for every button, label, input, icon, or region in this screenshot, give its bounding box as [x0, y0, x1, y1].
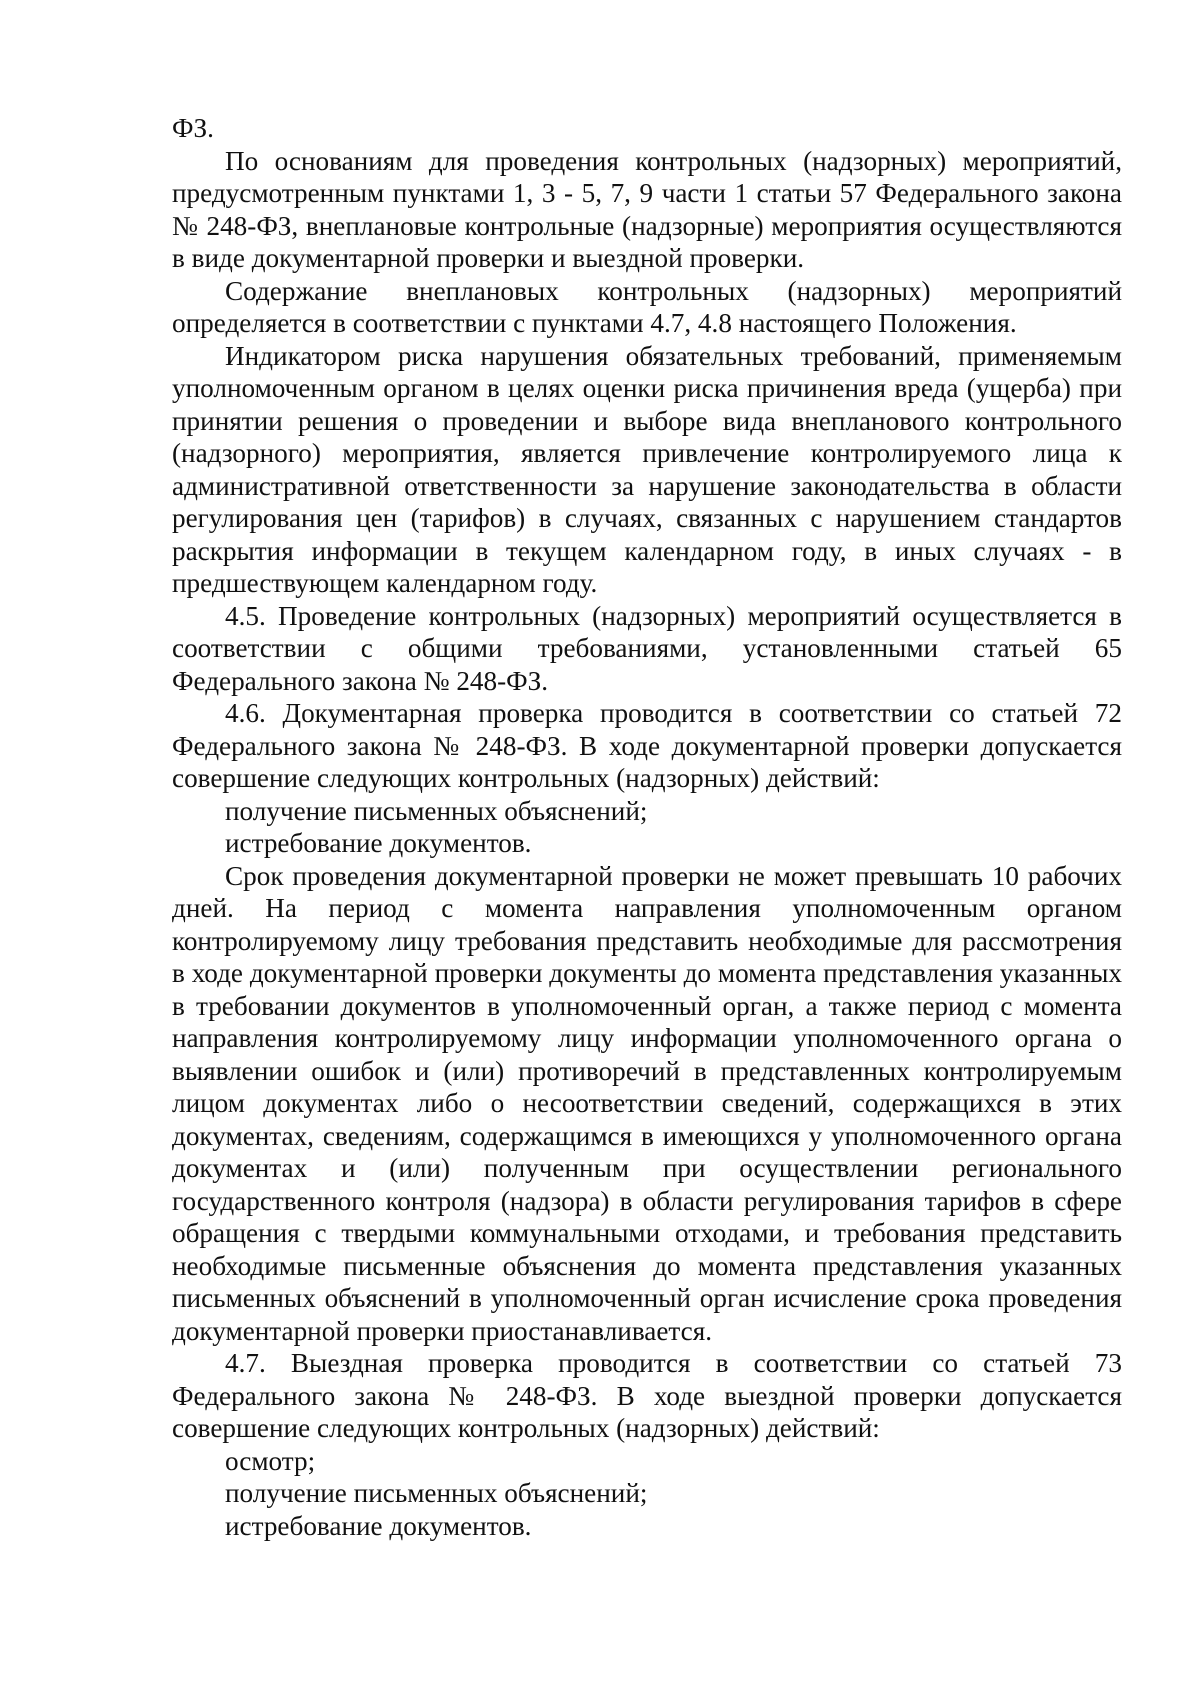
paragraph-continuation: ФЗ. [172, 113, 214, 143]
paragraph-unscheduled-grounds: По основаниям для проведения контрольных (надзорных) мероприятий, предусмотренным пунктами 1, 3 - 5, 7, 9 части 1 статьи 57 Федерального закона № 248-ФЗ, внеплановые контрольные (надзорные) мероприятия осуществляются в виде документарной проверки и выездной проверки. [172, 145, 1122, 273]
document-page [172, 112, 1122, 1542]
paragraph-unscheduled-content: Содержание внеплановых контрольных (надзорных) мероприятий определяется в соответствии с пунктами 4.7, 4.8 настоящего Положения. [172, 275, 1122, 338]
paragraph-4-6: 4.6. Документарная проверка проводится в соответствии со статьей 72 Федерального закона № 248-ФЗ. В ходе документарной проверки допускается совершение следующих контрольных (надзорных) действий: [172, 698, 1122, 793]
list-item: истребование документов. [225, 1510, 532, 1541]
paragraph-inspection-term: Срок проведения документарной проверки не может превышать 10 рабочих дней. На период с момента направления уполномоченным органом контролируемому лицу требования представить необходимые для рассмотрения в ходе документарной проверки документы до момента представления указанных в требовании документов в уполномоченный орган, а также период с момента направления контролируемому лицу информации уполномоченного органа о выявлении ошибок и (или) противоречий в представленных контролируемым лицом документах либо о несоответствии сведений, содержащихся в этих документах, сведениям, содержащимся в имеющихся у уполномоченного органа документах и (или) полученным при осуществлении регионального государственного контроля (надзора) в области регулирования тарифов в сфере обращения с твердыми коммунальными отходами, и требования представить необходимые письменные объяснения до момента представления указанных письменных объяснений в уполномоченный орган исчисление срока проведения документарной проверки приостанавливается. [172, 860, 1122, 1346]
list-item: получение письменных объяснений; [225, 1478, 648, 1508]
paragraph-risk-indicator: Индикатором риска нарушения обязательных требований, применяемым уполномоченным органом в целях оценки риска причинения вреда (ущерба) при принятии решения о проведении и выборе вида внепланового контрольного (надзорного) мероприятия, является привлечение контролируемого лица к административной ответственности за нарушение законодательства в области регулирования цен (тарифов) в случаях, связанных с нарушением стандартов раскрытия информации в текущем календарном году, в иных случаях - в предшествующем календарном году. [172, 340, 1122, 598]
paragraph-4-5: 4.5. Проведение контрольных (надзорных) мероприятий осуществляется в соответствии с общими требованиями, установленными статьей 65 Федерального закона № 248-ФЗ. [172, 600, 1122, 696]
list-item: осмотр; [225, 1445, 316, 1476]
list-item: получение письменных объяснений; [225, 795, 648, 826]
paragraph-4-7: 4.7. Выездная проверка проводится в соответствии со статьей 73 Федерального закона № 248-ФЗ. В ходе выездной проверки допускается совершение следующих контрольных (надзорных) действий: [172, 1348, 1122, 1443]
list-item: истребование документов. [225, 828, 532, 858]
